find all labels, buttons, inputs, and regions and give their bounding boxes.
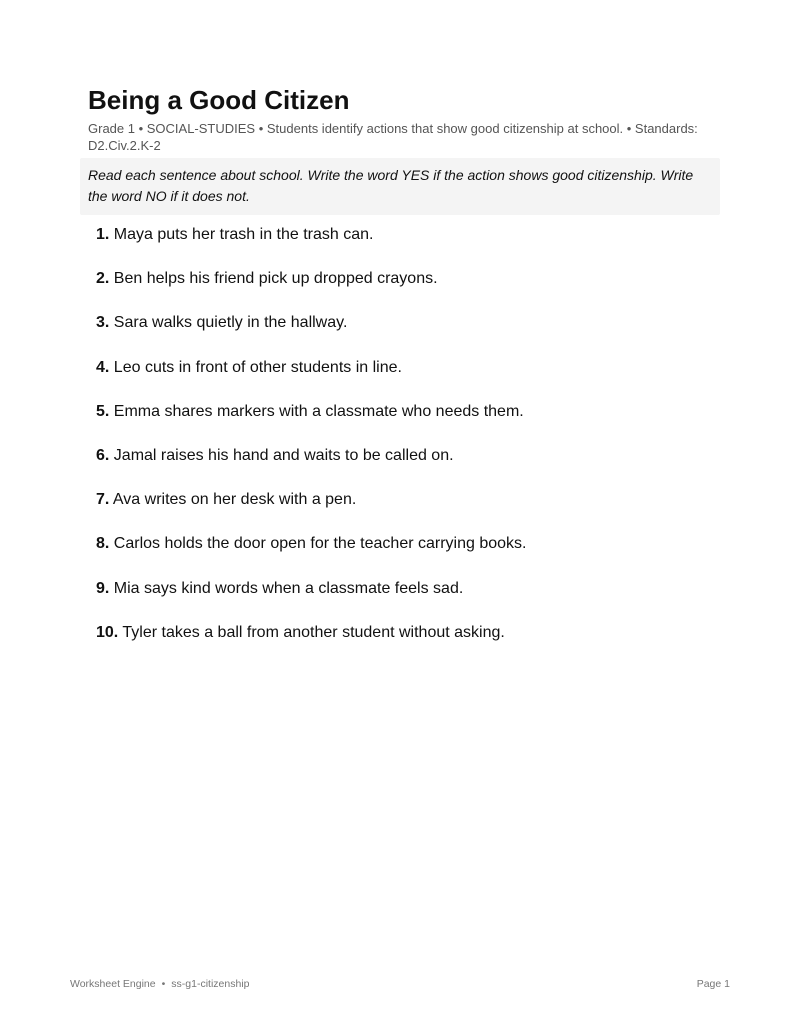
question-number: 10. bbox=[96, 623, 119, 641]
question-number: 6. bbox=[96, 446, 110, 464]
question-text: Mia says kind words when a classmate feels sad. bbox=[113, 579, 464, 597]
question-text: Emma shares markers with a classmate who needs them. bbox=[113, 402, 524, 420]
question-text: Maya puts her trash in the trash can. bbox=[113, 226, 374, 243]
footer-worksheet-id: ss-g1-citizenship bbox=[171, 978, 250, 990]
question-text: Tyler takes a ball from another student without asking. bbox=[122, 623, 505, 641]
footer-engine: Worksheet Engine bbox=[70, 978, 156, 990]
question-number: 8. bbox=[96, 535, 110, 553]
question-item bbox=[96, 224, 526, 268]
worksheet-meta: Grade 1 • SOCIAL-STUDIES • Students identify actions that show good citizenship at school. • Standards: D2.Civ.2.K-2 bbox=[88, 121, 698, 153]
question-number: 9. bbox=[96, 579, 110, 597]
question-item bbox=[96, 489, 526, 533]
question-number: 4. bbox=[96, 358, 110, 376]
question-text: Ben helps his friend pick up dropped crayons. bbox=[113, 270, 438, 288]
question-text: Carlos holds the door open for the teacher carrying books. bbox=[113, 535, 527, 553]
question-text: Ava writes on her desk with a pen. bbox=[112, 491, 357, 509]
question-item bbox=[96, 578, 526, 622]
footer-separator: • bbox=[161, 978, 166, 990]
question-number: 5. bbox=[96, 402, 110, 420]
question-number: 2. bbox=[96, 270, 110, 288]
question-item bbox=[96, 268, 526, 312]
question-text: Sara walks quietly in the hallway. bbox=[113, 314, 348, 332]
question-item bbox=[96, 312, 526, 356]
question-number: 3. bbox=[96, 314, 110, 332]
question-list bbox=[96, 224, 526, 666]
instructions-box: Read each sentence about school. Write the word YES if the action shows good citizenship. Write the word NO if it does not. bbox=[80, 158, 720, 215]
footer-source bbox=[70, 978, 250, 990]
question-text: Jamal raises his hand and waits to be called on. bbox=[113, 446, 454, 464]
question-item bbox=[96, 445, 526, 489]
page-title: Being a Good Citizen bbox=[88, 85, 350, 115]
question-number: 7. bbox=[96, 491, 110, 509]
question-number: 1. bbox=[96, 226, 110, 243]
question-item bbox=[96, 622, 526, 666]
question-item bbox=[96, 401, 526, 445]
question-item bbox=[96, 357, 526, 401]
question-text: Leo cuts in front of other students in line. bbox=[113, 358, 402, 376]
question-item bbox=[96, 533, 526, 577]
footer-page-number: Page 1 bbox=[696, 978, 730, 990]
